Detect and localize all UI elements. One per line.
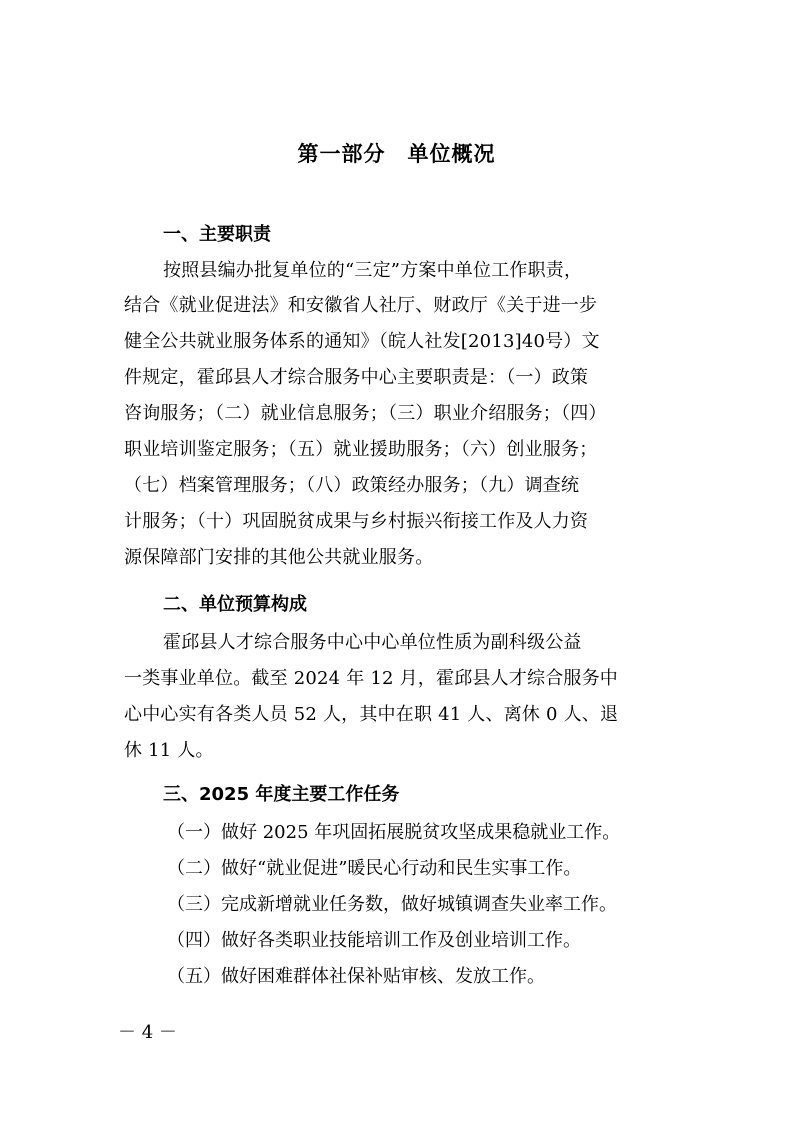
task-item: （五）做好困难群体社保补贴审核、发放工作。 [167,966,545,987]
paragraph-line: 结合《就业促进法》和安徽省人社厅、财政厅《关于进一步 [124,295,598,316]
paragraph-line: 咨询服务；（二）就业信息服务；（三）职业介绍服务；（四） [124,403,607,424]
section-heading-budget: 二、单位预算构成 [163,594,307,615]
paragraph-line: 霍邱县人才综合服务中心中心单位性质为副科级公益 [163,632,582,653]
paragraph-line: 一类事业单位。截至 2024 年 12 月，霍邱县人才综合服务中 [124,668,618,689]
task-item: （二）做好“就业促进”暖民心行动和民生实事工作。 [167,858,582,879]
page-title: 第一部分 单位概况 [297,142,496,166]
task-item: （四）做好各类职业技能培训工作及创业培训工作。 [167,930,581,951]
section-heading-tasks: 三、2025 年度主要工作任务 [163,784,400,805]
paragraph-line: 职业培训鉴定服务；（五）就业援助服务；（六）创业服务； [124,439,598,460]
paragraph-line: 件规定，霍邱县人才综合服务中心主要职责是：（一）政策 [124,367,589,388]
page-number: － 4 － [118,1022,177,1043]
paragraph-line: （七）档案管理服务；（八）政策经办服务；（九）调查统 [124,475,580,496]
paragraph-line: 休 11 人。 [124,740,214,761]
paragraph-line: 心中心实有各类人员 52 人，其中在职 41 人、离休 0 人、退 [124,704,619,725]
paragraph-line: 计服务；（十）巩固脱贫成果与乡村振兴衔接工作及人力资 [124,511,589,532]
paragraph-line: 按照县编办批复单位的“三定”方案中单位工作职责， [163,260,583,281]
paragraph-line: 源保障部门安排的其他公共就业服务。 [124,547,434,568]
paragraph-line: 健全公共就业服务体系的通知》（皖人社发[2013]40号）文 [124,331,600,352]
section-heading-duties: 一、主要职责 [163,224,271,245]
task-item: （一）做好 2025 年巩固拓展脱贫攻坚成果稳就业工作。 [167,822,621,843]
task-item: （三）完成新增就业任务数，做好城镇调查失业率工作。 [167,894,617,915]
